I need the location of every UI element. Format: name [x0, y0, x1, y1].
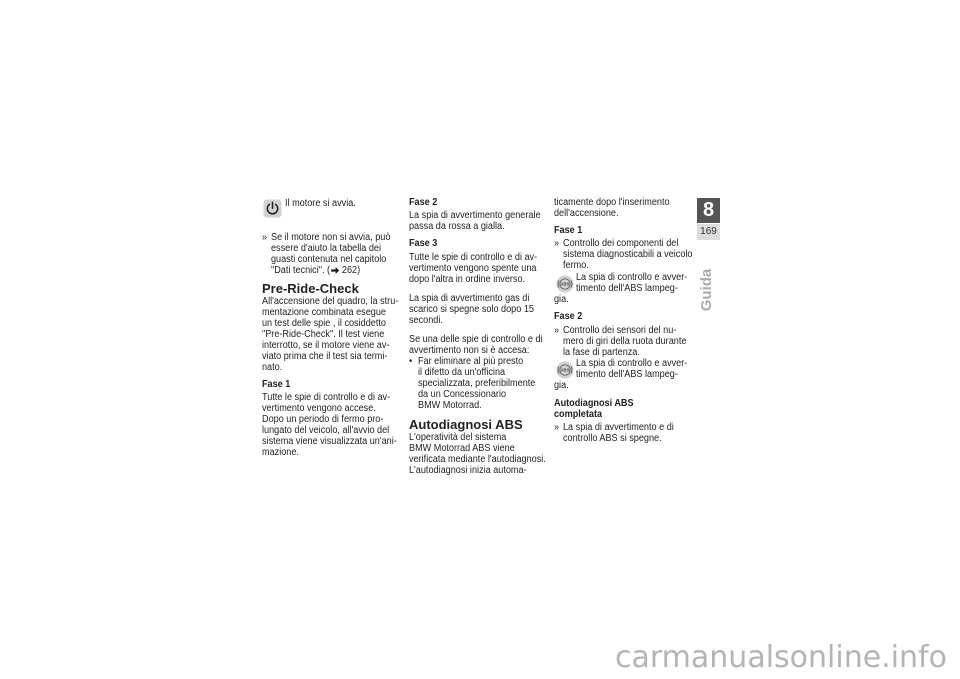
phase-3-title: Fase 3 [409, 238, 438, 249]
phase-2-text [409, 210, 541, 232]
text-line: ticamente dopo l'inserimento [554, 197, 670, 208]
abs-phase-2-lamp-text-end: gia. [554, 380, 569, 391]
text-line: lungato del veicolo, all'avvio del [262, 425, 390, 436]
abs-selftest-completed-title [554, 398, 634, 420]
abs-selftest-intro [409, 432, 546, 476]
text-line: specializzata, preferibilmente [418, 378, 536, 389]
text-line: verificata mediante l'autodiagnosi. [409, 454, 546, 465]
abs-selftest-heading: Autodiagnosi ABS [409, 417, 523, 432]
text-line: La spia di avvertimento e di [563, 422, 674, 433]
step-marker: » [554, 238, 560, 249]
text-line: mentazione combinata esegue [262, 307, 386, 318]
engine-started-note [285, 198, 356, 209]
bullet-marker: • [409, 356, 413, 367]
abs-warning-light-icon [556, 361, 574, 379]
text-line: L'autodiagnosi inizia automa- [409, 465, 527, 476]
step-marker: » [554, 325, 560, 336]
watermark: carmanualsonline.info [615, 640, 947, 675]
text-line: il difetto da un'officina [418, 367, 506, 378]
pre-ride-check-intro [262, 296, 398, 373]
cross-reference-page: 262 [341, 265, 358, 276]
abs-phase-2-step [563, 325, 686, 358]
text-line: vertimento vengono spente una [409, 263, 537, 274]
abs-phase-1-lamp-text-end: gia. [554, 294, 569, 305]
text-line: Se una delle spie di controllo e di [409, 334, 543, 345]
arrow-right-icon [331, 267, 339, 274]
engine-start-icon [263, 199, 282, 218]
text-line: timento dell'ABS lampeg- [576, 283, 678, 294]
abs-selftest-intro-continued [554, 197, 670, 219]
text-line: Se il motore non si avvia, può [271, 232, 391, 243]
text-line: dell'accensione. [554, 208, 619, 219]
cross-reference-prefix: "Dati tecnici". ( [271, 265, 331, 276]
step-marker: » [262, 232, 268, 243]
text-line: La spia di controllo e avver- [576, 358, 688, 369]
text-line: Autodiagnosi ABS [554, 398, 634, 409]
step-marker: » [554, 422, 560, 433]
text-line: timento dell'ABS lampeg- [576, 369, 678, 380]
abs-phase-2-title: Fase 2 [554, 311, 583, 322]
cross-reference-suffix: ) [357, 265, 361, 276]
text-line: Dopo un periodo di fermo pro- [262, 414, 384, 425]
text-line: mazione. [262, 447, 299, 458]
abs-selftest-completed-step [563, 422, 674, 444]
abs-phase-1-step [563, 238, 692, 271]
phase-3-text [409, 252, 537, 285]
text-line: Controllo dei sensori del nu- [563, 325, 677, 336]
text-line: mero di giri della ruota durante [563, 336, 687, 347]
text-line: BMW Motorrad. [418, 400, 482, 411]
text-line: vertimento vengono accese. [262, 403, 376, 414]
text-line: Far eliminare al più presto [418, 356, 524, 367]
text-line: da un Concessionario [418, 389, 507, 400]
exhaust-warning-note [409, 293, 534, 326]
text-line: La spia di avvertimento generale [409, 210, 541, 221]
text-line: passa da rossa a gialla. [409, 221, 505, 232]
text-line: viato prima che il test sia termi- [262, 351, 388, 362]
phase-1-title: Fase 1 [262, 379, 291, 390]
text-line: controllo ABS si spegne. [563, 433, 662, 444]
text-line: completata [554, 409, 603, 420]
text-line: All'accensione del quadro, la stru- [262, 296, 399, 307]
text-line: fermo. [563, 260, 589, 271]
text-line: Tutte le spie di controllo e di av- [262, 392, 391, 403]
text-line: La spia di avvertimento gas di [409, 293, 530, 304]
abs-phase-1-lamp-text [576, 272, 687, 294]
page-number: 169 [697, 224, 720, 240]
text-line: essere d'aiuto la tabella dei [271, 243, 382, 254]
text-line: avvertimento non si è accesa: [409, 345, 530, 356]
text-line: sistema viene visualizzata un'ani- [262, 436, 397, 447]
chapter-number: 8 [697, 198, 720, 223]
workshop-action [418, 356, 535, 411]
text-line: secondi. [409, 315, 443, 326]
text-line: nato. [262, 362, 283, 373]
section-label: Guida [698, 268, 715, 312]
text-line: sistema diagnosticabili a veicolo [563, 249, 693, 260]
lamp-failure-text [409, 334, 543, 356]
text-line: La spia di controllo e avver- [576, 272, 688, 283]
text-line: Controllo dei componenti del [563, 238, 679, 249]
pre-ride-check-heading: Pre-Ride-Check [262, 281, 359, 296]
text-line: la fase di partenza. [563, 347, 640, 358]
abs-icon-label: ABS [560, 367, 570, 373]
phase-2-title: Fase 2 [409, 197, 438, 208]
text-line: dopo l'altra in ordine inverso. [409, 274, 526, 285]
phase-1-text [262, 392, 397, 458]
abs-warning-light-icon [556, 275, 574, 293]
abs-phase-2-lamp-text [576, 358, 687, 380]
engine-not-starting-tip [271, 232, 390, 276]
text-line: BMW Motorrad ABS viene [409, 443, 515, 454]
text-line: guasti contenuta nel capitolo [271, 254, 387, 265]
cross-reference [271, 265, 390, 276]
text-line: scarico si spegne solo dopo 15 [409, 304, 534, 315]
text-line: un test delle spie , il cosiddetto [262, 318, 386, 329]
text-line: L'operatività del sistema [409, 432, 507, 443]
text-line: Il motore si avvia. [285, 198, 356, 209]
text-line: "Pre-Ride-Check". Il test viene [262, 329, 385, 340]
abs-icon-label: ABS [560, 281, 570, 287]
text-line: interrotto, se il motore viene av- [262, 340, 390, 351]
text-line: Tutte le spie di controllo e di av- [409, 252, 538, 263]
abs-phase-1-title: Fase 1 [554, 225, 583, 236]
